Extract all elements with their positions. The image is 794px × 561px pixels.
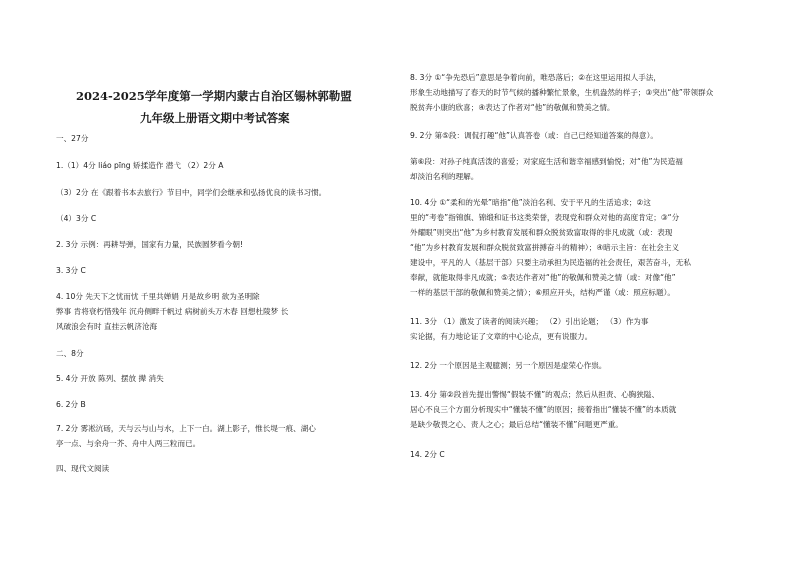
answer-line: 居心不良三个方面分析现实中“懂装不懂”的原因；接着指出“懂装不懂”的本质就 [410,405,677,414]
answer-line: 实论据，有力地论证了文章的中心论点，更有说服力。 [410,332,593,341]
answer-line: 4. 10分 先天下之忧而忧 千里共婵娟 月是故乡明 欲为圣明除 [56,292,260,301]
answer-line: 一样的基层干部的敬佩和赞美之情）；⑥照应开头，结构严谨（或：照应标题）。 [410,288,675,297]
answer-line: 第⑥段：对孙子纯真活泼的喜爱；对家庭生活和谐幸福感到愉悦；对“他”为民造福 [410,157,683,166]
title-line-1: 2024-2025学年度第一学期内蒙古自治区锡林郭勒盟 [76,89,352,103]
answer-line: 却淡泊名利的理解。 [410,172,479,181]
answer-line: 脱贫奔小康的欣喜；④表达了作者对“他”的敬佩和赞美之情。 [410,103,615,112]
answer-line: 6. 2分 B [56,400,86,409]
answer-line: 11. 3分 （1）激发了读者的阅读兴趣； （2）引出论题； （3）作为事 [410,317,649,326]
answer-line: 是缺少敬畏之心、责人之心；最后总结“懂装不懂”问题更严重。 [410,420,623,429]
answer-line: （3）2分 在《跟着书本去旅行》节目中，同学们会继承和弘扬优良的读书习惯。 [56,188,327,197]
title-line-2: 九年级上册语文期中考试答案 [140,111,290,125]
answer-line: “他”为乡村教育发展和群众脱贫致富拼搏奋斗的精神）；④暗示主旨：在社会主义 [410,243,680,252]
section-header-4: 四、现代文阅读 [56,464,110,473]
answer-line: 建设中，平凡的人（基层干部）只要主动承担为民造福的社会责任，艰苦奋斗，无私 [410,258,691,267]
answer-line: 奉献，就能取得非凡成就；⑤表达作者对“他”的敬佩和赞美之情（或：对像“他” [410,273,676,282]
answer-line: （4）3分 C [56,214,97,223]
answer-line: 外耀眼”则突出“他”为乡村教育发展和群众脱贫致富取得的非凡成就（或：表现 [410,228,673,237]
section-header-1: 一、27分 [56,134,89,143]
answer-line: 1.（1）4分 liáo pīng 矫揉造作 潜弋 （2）2分 A [56,161,224,170]
answer-line: 2. 3分 示例：再耕导弹，国家有力量，民族圆梦看今朝! [56,240,244,249]
answer-line: 5. 4分 开放 陈列、摆放 撵 消失 [56,374,164,383]
answer-line: 10. 4分 ①“柔和的光晕”暗指“他”淡泊名利、安于平凡的生活追求；②这 [410,198,651,207]
answer-line: 14. 2分 C [410,450,445,459]
answer-line: 9. 2分 第⑤段：调侃打趣“他”认真答卷（或：自己已经知道答案的得意）。 [410,131,658,140]
answer-line: 弊事 肯将衰朽惜残年 沉舟侧畔千帆过 病树前头万木春 回想杜陵梦 长 [56,307,289,316]
answer-line: 风破浪会有时 直挂云帆济沧海 [56,322,158,331]
answer-line: 13. 4分 第②段首先提出警惕“假装不懂”的观点；然后从担责、心胸狭隘、 [410,390,660,399]
answer-line: 12. 2分 一个原因是主观臆测；另一个原因是虚荣心作祟。 [410,361,607,370]
answer-line: 3. 3分 C [56,266,86,275]
answer-line: 亭一点、与余舟一芥、舟中人两三粒而已。 [56,439,201,448]
answer-line: 8. 3分 ①“争先恐后”意思是争着向前，唯恐落后；②在这里运用拟人手法， [410,73,662,82]
answer-line: 形象生动地描写了春天的时节气候的播种繁忙景象，生机盎然的样子；③突出“他”带领群众 [410,88,714,97]
section-header-2: 二、8分 [56,349,84,358]
answer-line: 7. 2分 雾凇沆砀，天与云与山与水，上下一白。湖上影子，惟长堤一痕、湖心 [56,424,316,433]
answer-line: 里的“考卷”指锦旗、锦缎和证书这类荣誉，表现党和群众对他的高度肯定；③“分 [410,213,680,222]
